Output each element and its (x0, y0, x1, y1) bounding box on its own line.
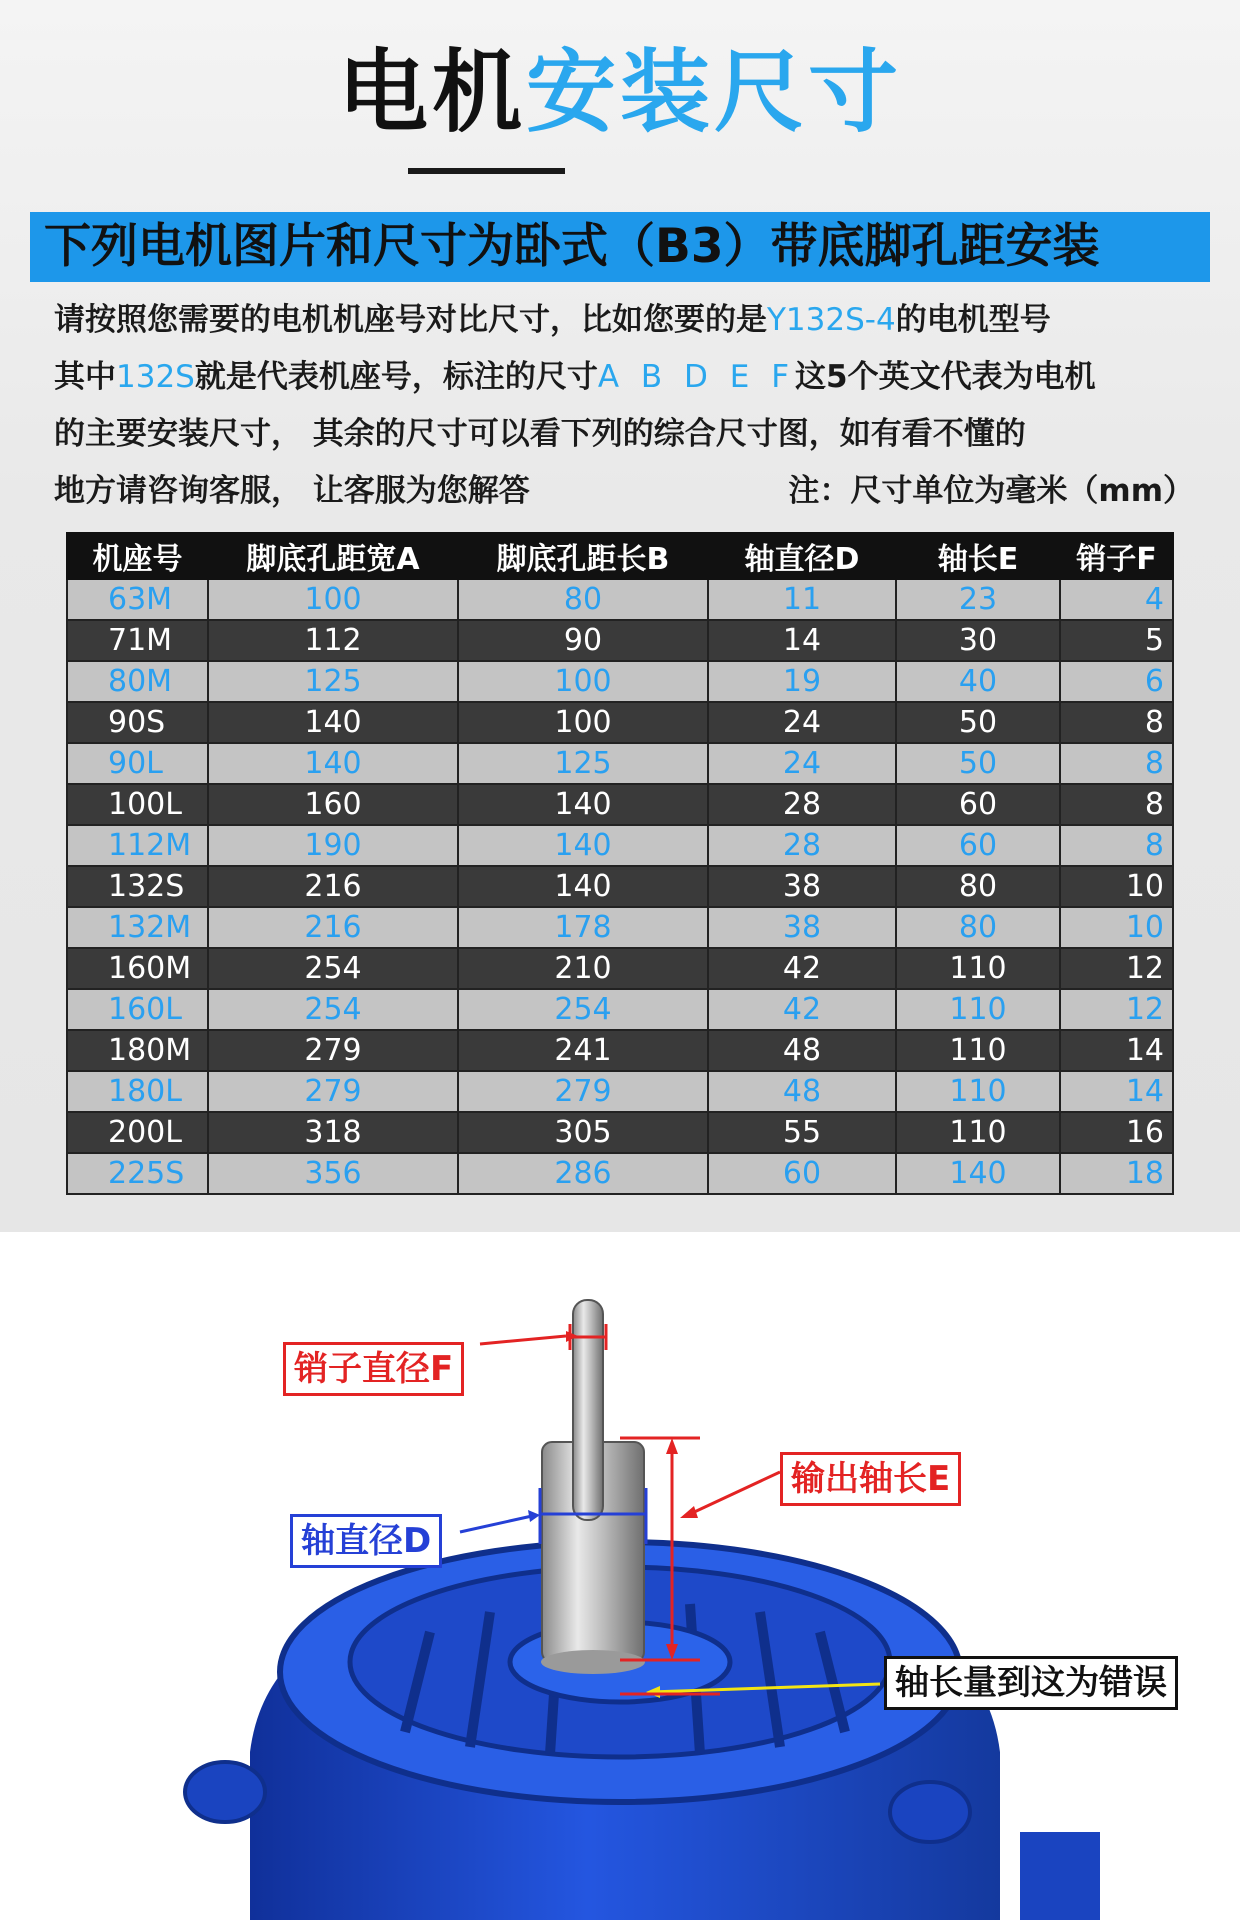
col-header-d: 轴直径D (708, 533, 896, 579)
table-row (67, 702, 1173, 743)
table-cell: 60 (896, 784, 1060, 825)
table-cell: 60 (896, 825, 1060, 866)
table-header-row (67, 533, 1173, 579)
title-underline (408, 168, 565, 174)
table-cell: 60 (708, 1153, 896, 1194)
col-header-frame: 机座号 (67, 533, 208, 579)
table-row (67, 1112, 1173, 1153)
table-cell: 160L (67, 989, 208, 1030)
title-part-black: 电机 (338, 40, 526, 145)
table-cell: 318 (208, 1112, 458, 1153)
table-cell: 210 (458, 948, 708, 989)
table-cell: 200L (67, 1112, 208, 1153)
table-cell: 71M (67, 620, 208, 661)
table-cell: 12 (1060, 948, 1173, 989)
table-row (67, 948, 1173, 989)
table-cell: 140 (208, 702, 458, 743)
table-cell: 279 (208, 1030, 458, 1071)
table-cell: 110 (896, 1112, 1060, 1153)
table-cell: 279 (208, 1071, 458, 1112)
col-header-f: 销子F (1060, 533, 1173, 579)
table-row (67, 743, 1173, 784)
table-cell: 12 (1060, 989, 1173, 1030)
table-cell: 356 (208, 1153, 458, 1194)
table-cell: 132S (67, 866, 208, 907)
description-line-2 (54, 357, 1194, 397)
table-cell: 5 (1060, 620, 1173, 661)
table-cell: 40 (896, 661, 1060, 702)
table-cell: 216 (208, 907, 458, 948)
table-cell: 216 (208, 866, 458, 907)
frame-example: 132S (116, 359, 195, 395)
table-cell: 140 (458, 784, 708, 825)
title-part-blue: 安装尺寸 (526, 40, 902, 145)
table-cell: 160 (208, 784, 458, 825)
desc-text: 地方请咨询客服， 让客服为您解答 (54, 473, 530, 509)
table-cell: 48 (708, 1030, 896, 1071)
table-cell: 125 (458, 743, 708, 784)
table-cell: 50 (896, 743, 1060, 784)
table-cell: 8 (1060, 743, 1173, 784)
table-cell: 140 (458, 866, 708, 907)
table-cell: 100L (67, 784, 208, 825)
table-cell: 16 (1060, 1112, 1173, 1153)
table-cell: 55 (708, 1112, 896, 1153)
table-cell: 180M (67, 1030, 208, 1071)
wrong-measure-label: 轴长量到这为错误 (884, 1656, 1178, 1710)
description-line-3: 的主要安装尺寸， 其余的尺寸可以看下列的综合尺寸图，如有看不懂的 (54, 416, 1026, 452)
table-cell: 178 (458, 907, 708, 948)
col-header-a: 脚底孔距宽A (208, 533, 458, 579)
table-cell: 80M (67, 661, 208, 702)
table-cell: 38 (708, 907, 896, 948)
table-row (67, 620, 1173, 661)
dimension-letters: A B D E F (597, 359, 796, 395)
table-cell: 8 (1060, 784, 1173, 825)
table-row (67, 661, 1173, 702)
table-cell: 19 (708, 661, 896, 702)
table-cell: 14 (708, 620, 896, 661)
table-cell: 140 (458, 825, 708, 866)
table-cell: 140 (208, 743, 458, 784)
table-cell: 23 (896, 579, 1060, 620)
table-cell: 18 (1060, 1153, 1173, 1194)
table-cell: 279 (458, 1071, 708, 1112)
table-cell: 10 (1060, 866, 1173, 907)
desc-text: 的电机型号 (895, 302, 1051, 338)
table-cell: 80 (896, 907, 1060, 948)
col-header-e: 轴长E (896, 533, 1060, 579)
table-cell: 63M (67, 579, 208, 620)
table-cell: 24 (708, 743, 896, 784)
desc-text: 其中 (54, 359, 116, 395)
table-row (67, 866, 1173, 907)
table-cell: 100 (458, 661, 708, 702)
table-cell: 254 (208, 948, 458, 989)
table-cell: 110 (896, 948, 1060, 989)
table-cell: 100 (208, 579, 458, 620)
motor-diagram (0, 1232, 1240, 1920)
shaft-diameter-label: 轴直径D (290, 1514, 442, 1568)
table-cell: 24 (708, 702, 896, 743)
desc-text: 请按照您需要的电机机座号对比尺寸，比如您要的是 (54, 302, 767, 338)
table-cell: 112 (208, 620, 458, 661)
table-cell: 254 (208, 989, 458, 1030)
table-row (67, 579, 1173, 620)
table-cell: 42 (708, 989, 896, 1030)
description-line-1 (54, 300, 1194, 340)
table-cell: 286 (458, 1153, 708, 1194)
table-cell: 6 (1060, 661, 1173, 702)
table-cell: 112M (67, 825, 208, 866)
table-row (67, 825, 1173, 866)
table-row (67, 907, 1173, 948)
table-cell: 11 (708, 579, 896, 620)
table-cell: 30 (896, 620, 1060, 661)
table-cell: 4 (1060, 579, 1173, 620)
table-row (67, 1071, 1173, 1112)
table-cell: 132M (67, 907, 208, 948)
dimension-table (66, 532, 1174, 1195)
table-cell: 110 (896, 1030, 1060, 1071)
table-cell: 190 (208, 825, 458, 866)
desc-text: 这5个英文代表为电机 (795, 359, 1096, 395)
desc-text: 就是代表机座号，标注的尺寸 (194, 359, 598, 395)
table-cell: 8 (1060, 702, 1173, 743)
table-cell: 254 (458, 989, 708, 1030)
table-cell: 100 (458, 702, 708, 743)
shaft-key-pin (573, 1300, 603, 1520)
table-cell: 38 (708, 866, 896, 907)
motor-illustration (0, 1232, 1240, 1920)
table-cell: 110 (896, 1071, 1060, 1112)
table-row (67, 1153, 1173, 1194)
table-cell: 225S (67, 1153, 208, 1194)
table-row (67, 989, 1173, 1030)
shaft-length-label: 输出轴长E (780, 1452, 961, 1506)
model-example: Y132S-4 (767, 302, 896, 338)
table-cell: 180L (67, 1071, 208, 1112)
table-cell: 140 (896, 1153, 1060, 1194)
col-header-b: 脚底孔距长B (458, 533, 708, 579)
table-cell: 80 (896, 866, 1060, 907)
table-cell: 305 (458, 1112, 708, 1153)
table-cell: 48 (708, 1071, 896, 1112)
table-cell: 50 (896, 702, 1060, 743)
table-row (67, 1030, 1173, 1071)
table-cell: 8 (1060, 825, 1173, 866)
pin-diameter-label: 销子直径F (283, 1342, 464, 1396)
table-row (67, 784, 1173, 825)
table-cell: 110 (896, 989, 1060, 1030)
table-cell: 90S (67, 702, 208, 743)
table-cell: 14 (1060, 1071, 1173, 1112)
table-cell: 160M (67, 948, 208, 989)
table-cell: 42 (708, 948, 896, 989)
page-title (0, 38, 1240, 148)
table-cell: 125 (208, 661, 458, 702)
unit-note: 注：尺寸单位为毫米（mm） (788, 473, 1194, 509)
table-cell: 90 (458, 620, 708, 661)
table-cell: 28 (708, 784, 896, 825)
table-cell: 28 (708, 825, 896, 866)
table-cell: 80 (458, 579, 708, 620)
table-cell: 90L (67, 743, 208, 784)
description-line-4 (54, 471, 1194, 511)
table-cell: 14 (1060, 1030, 1173, 1071)
table-cell: 10 (1060, 907, 1173, 948)
table-cell: 241 (458, 1030, 708, 1071)
install-type-banner: 下列电机图片和尺寸为卧式（B3）带底脚孔距安装 (30, 212, 1210, 282)
